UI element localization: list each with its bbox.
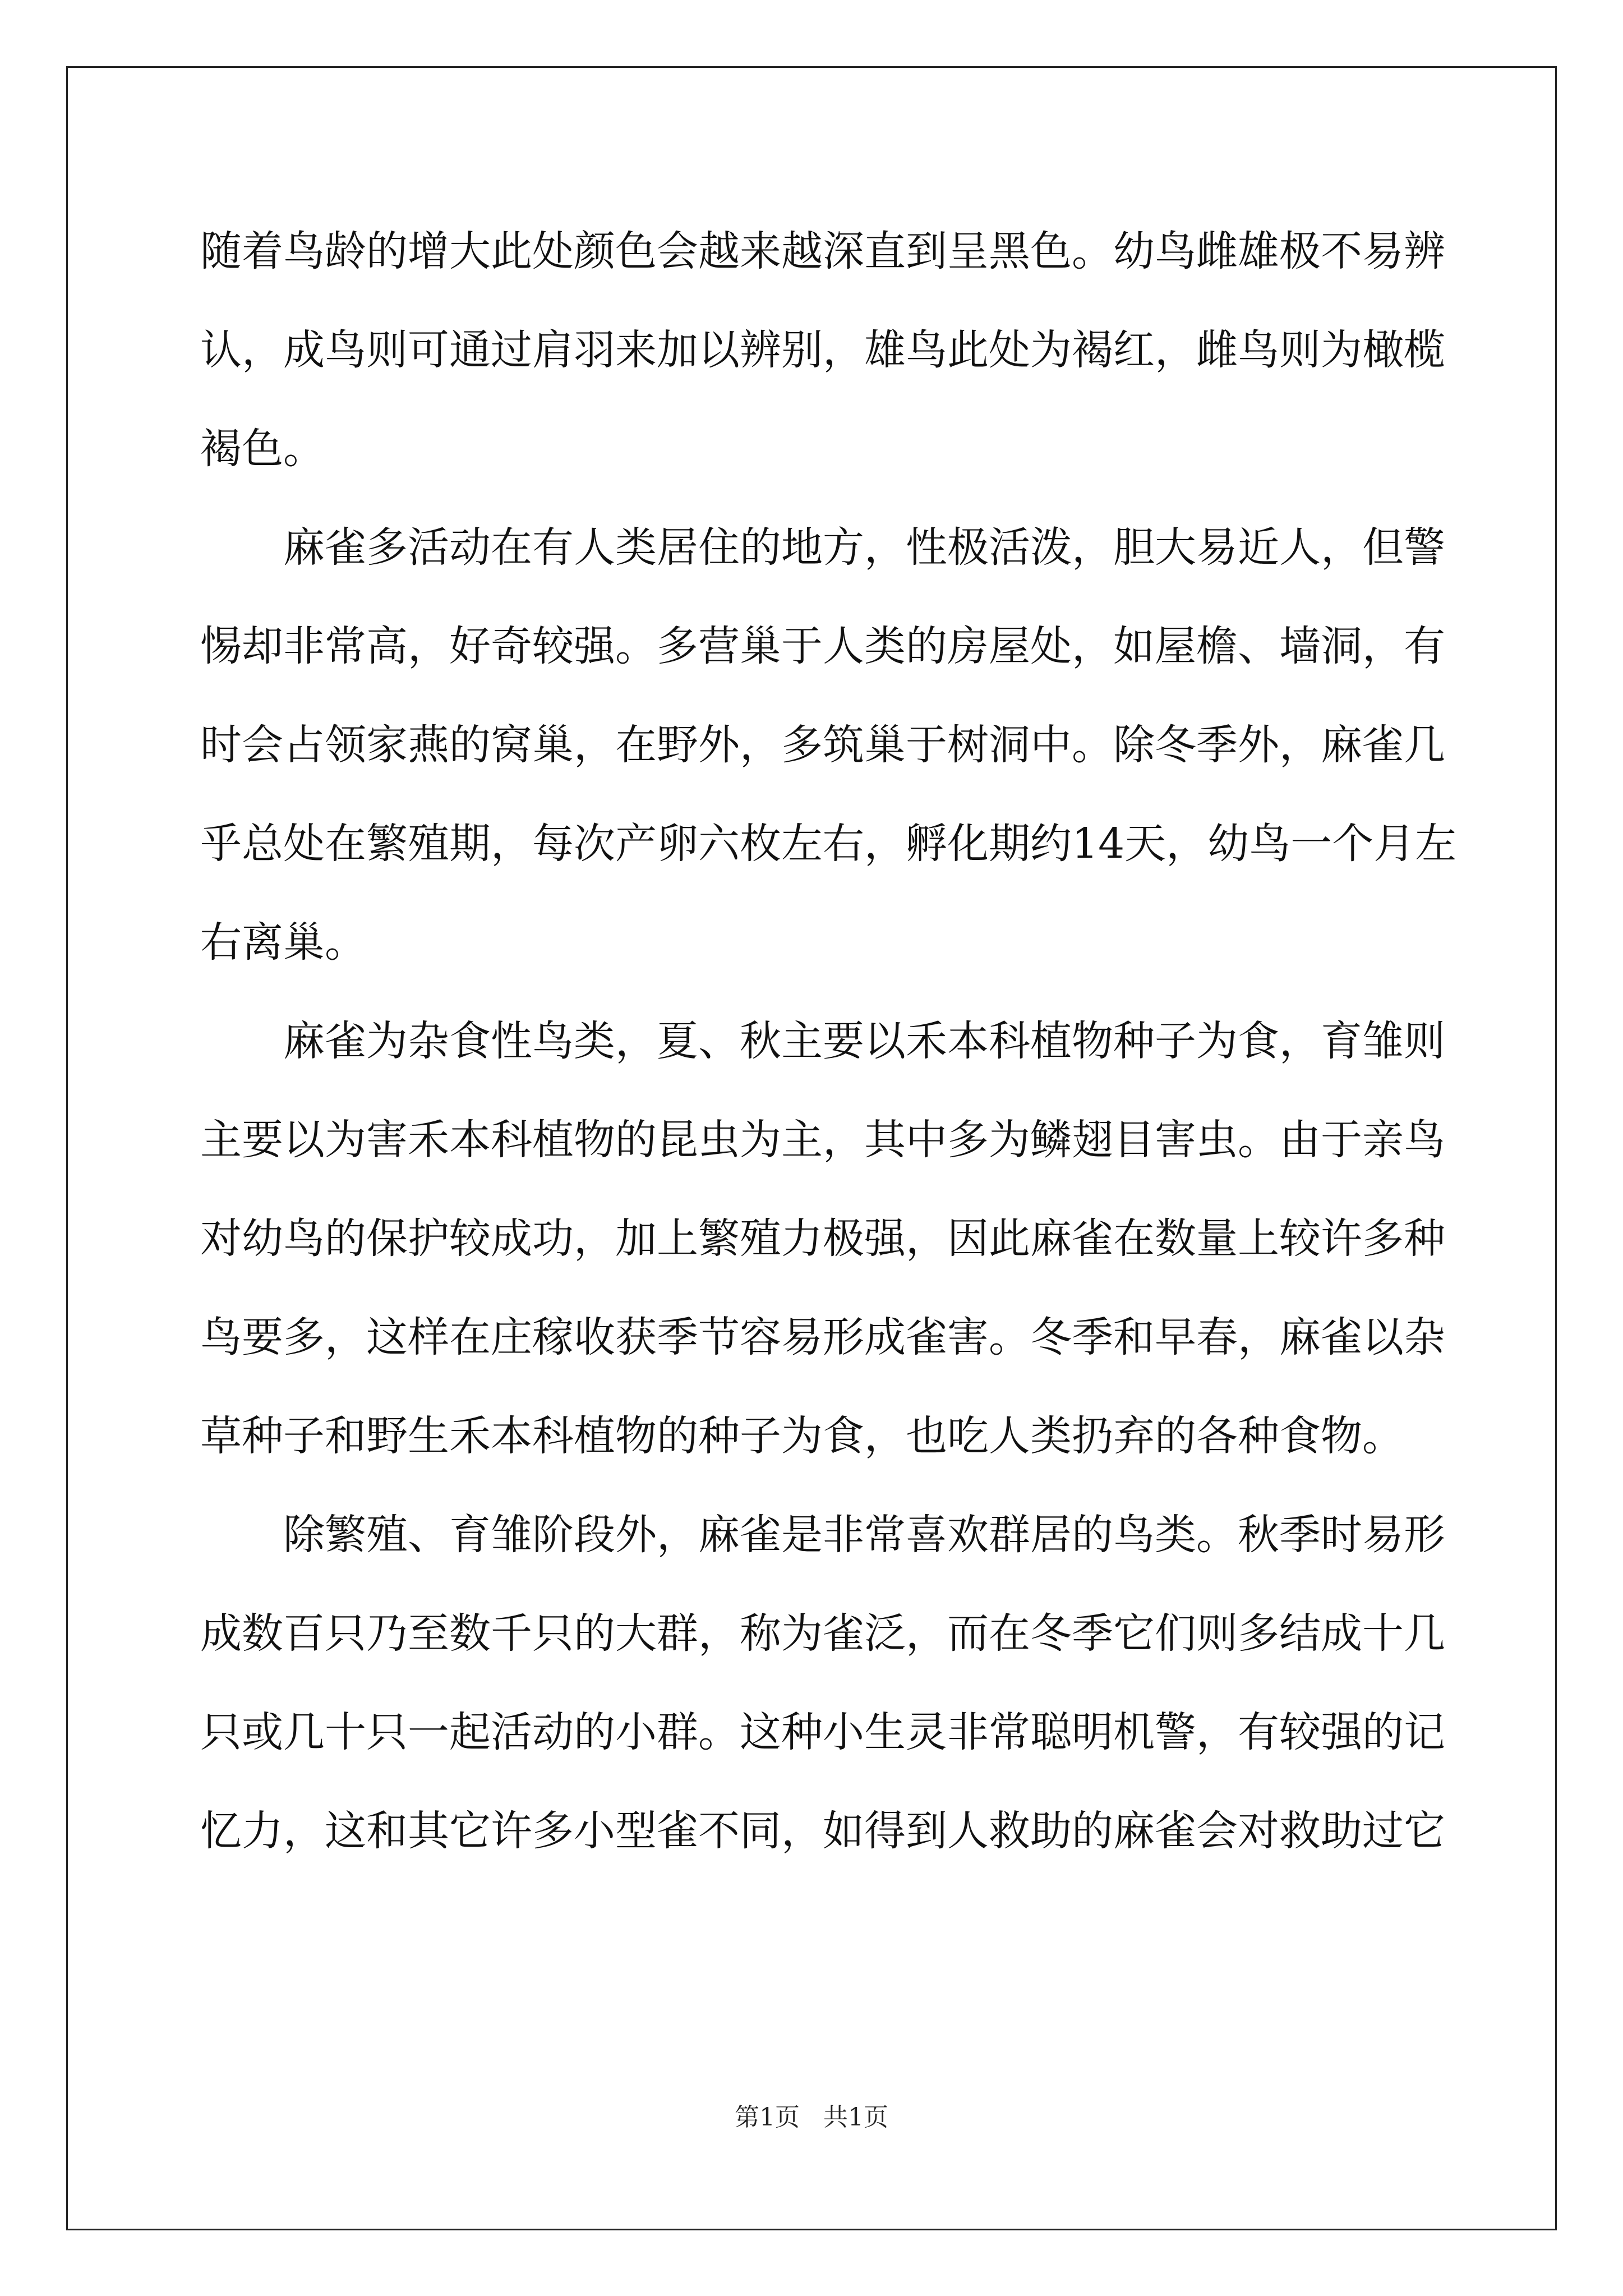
text-line: 右离巢。 [200,918,366,967]
paragraph-first-line: 除繁殖、育雏阶段外，麻雀是非常喜欢群居的鸟类。秋季时易形 [283,1511,1445,1559]
text-line: 忆力，这和其它许多小型雀不同，如得到人救助的麻雀会对救助过它 [200,1807,1445,1855]
page-total: 共1页 [823,2103,888,2132]
paragraph-first-line: 麻雀为杂食性鸟类，夏、秋主要以禾本科植物种子为食，育雏则 [283,1017,1445,1065]
text-line: 成数百只乃至数千只的大群，称为雀泛，而在冬季它们则多结成十几 [200,1609,1445,1658]
text-line: 惕却非常高，好奇较强。多营巢于人类的房屋处，如屋檐、墙洞，有 [200,622,1445,670]
page-footer [0,2097,1623,2133]
text-line: 草种子和野生禾本科植物的种子为食，也吃人类扔弃的各种食物。 [200,1412,1404,1460]
text-line: 认，成鸟则可通过肩羽来加以辨别，雄鸟此处为褐红，雌鸟则为橄榄 [200,326,1445,374]
text-line: 鸟要多，这样在庄稼收获季节容易形成雀害。冬季和早春，麻雀以杂 [200,1313,1445,1361]
document-body [200,202,1457,1880]
text-line: 乎总处在繁殖期，每次产卵六枚左右，孵化期约14天，幼鸟一个月左 [200,820,1457,868]
text-line: 主要以为害禾本科植物的昆虫为主，其中多为鳞翅目害虫。由于亲鸟 [200,1116,1445,1164]
text-line: 对幼鸟的保护较成功，加上繁殖力极强，因此麻雀在数量上较许多种 [200,1214,1445,1263]
text-line: 褐色。 [200,425,325,473]
text-line: 只或几十只一起活动的小群。这种小生灵非常聪明机警，有较强的记 [200,1708,1445,1756]
text-line: 随着鸟龄的增大此处颜色会越来越深直到呈黑色。幼鸟雌雄极不易辨 [200,227,1445,275]
paragraph-first-line: 麻雀多活动在有人类居住的地方，性极活泼，胆大易近人，但警 [283,523,1445,572]
page-number: 第1页 [735,2103,800,2132]
text-line: 时会占领家燕的窝巢，在野外，多筑巢于树洞中。除冬季外，麻雀几 [200,721,1445,769]
